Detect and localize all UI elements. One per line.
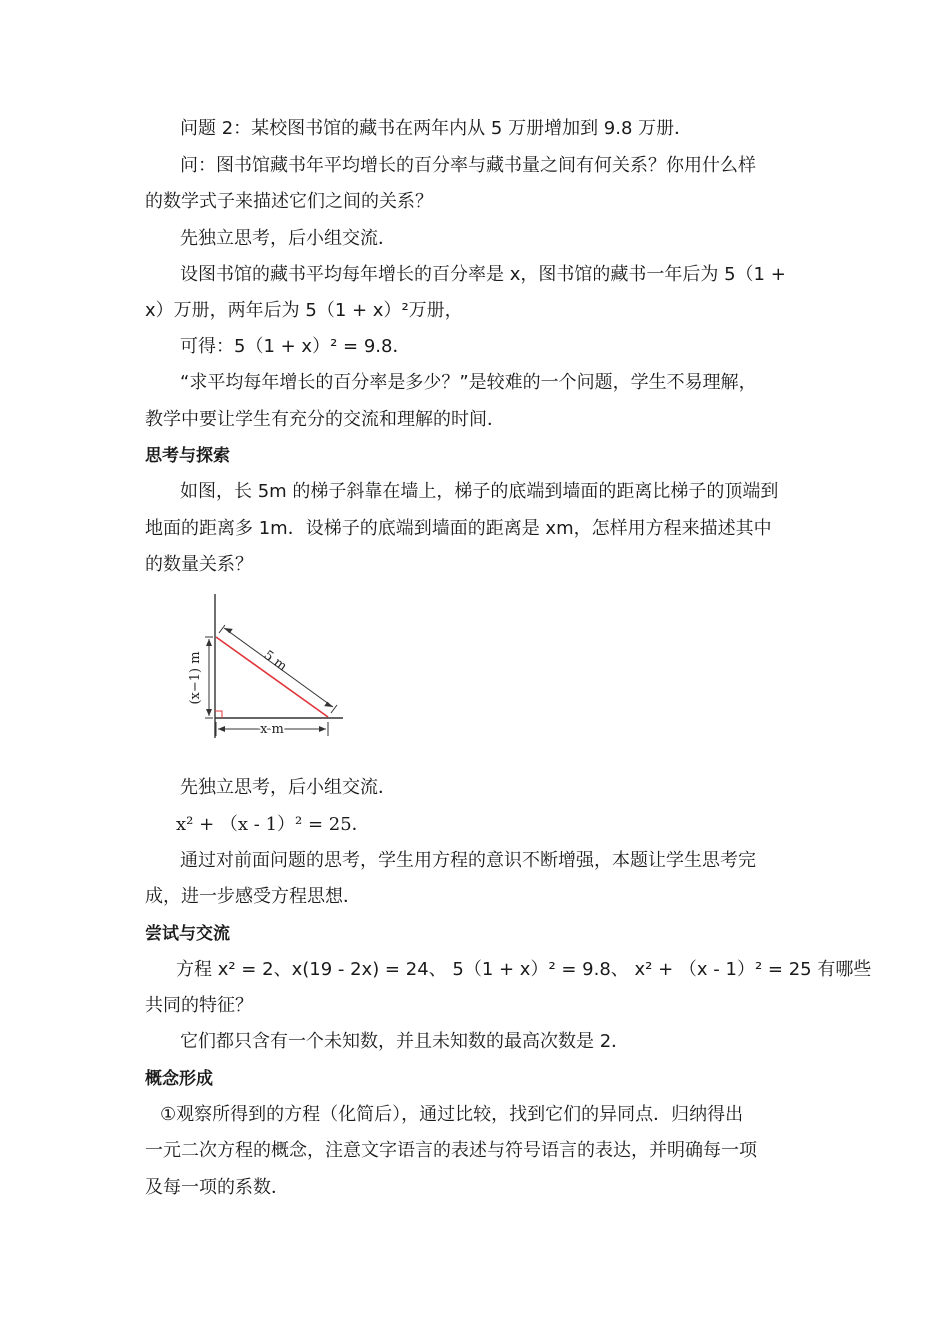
think-then-discuss-2: 先独立思考，后小组交流． [180, 777, 396, 798]
difficulty-note-line-2: 教学中要让学生有充分的交流和理解的时间． [145, 409, 505, 430]
base-label: x m [260, 722, 284, 737]
hypotenuse-label: 5 m [260, 647, 290, 675]
question-line-2: 的数学式子来描述它们之间的关系？ [145, 191, 433, 212]
section-heading-think-explore: 思考与探索 [145, 446, 230, 466]
common-feature-answer: 它们都只含有一个未知数，并且未知数的最高次数是 2． [180, 1031, 630, 1052]
concept-line-2: 一元二次方程的概念，注意文字语言的表述与符号语言的表达，并明确每一项 [145, 1140, 757, 1161]
think-then-discuss-1: 先独立思考，后小组交流． [180, 228, 396, 249]
problem-2-statement: 问题 2：某校图书馆的藏书在两年内从 5 万册增加到 9.8 万册． [180, 118, 693, 139]
concept-line-1: ①观察所得到的方程（化简后），通过比较，找到它们的异同点．归纳得出 [160, 1104, 744, 1125]
concept-line-3: 及每一项的系数． [145, 1177, 289, 1198]
question-line-1: 问：图书馆藏书年平均增长的百分率与藏书量之间有何关系？你用什么样 [180, 155, 756, 176]
equation-library: 可得：5（1 + x）² = 9.8． [180, 336, 411, 357]
ladder-figure [185, 590, 350, 742]
ladder-problem-line-2: 地面的距离多 1m．设梯子的底端到墙面的距离是 xm，怎样用方程来描述其中 [145, 518, 772, 539]
vertical-label: (x−1) m [188, 651, 203, 705]
difficulty-note-line-1: “求平均每年增长的百分率是多少？”是较难的一个问题，学生不易理解， [180, 372, 757, 393]
equation-ladder: x² + （x - 1）² = 25． [176, 814, 370, 835]
right-angle-mark [215, 711, 222, 718]
section-heading-try-exchange: 尝试与交流 [145, 924, 230, 944]
equations-comparison-line-2: 共同的特征？ [145, 995, 253, 1016]
equations-comparison-line-1: 方程 x² = 2、x(19 - 2x) = 24、 5（1 + x）² = 9.8、 x² + （x - 1）² = 25 有哪些 [176, 959, 872, 980]
setup-line-1: 设图书馆的藏书平均每年增长的百分率是 x，图书馆的藏书一年后为 5（1 + [180, 264, 786, 285]
ladder-problem-line-3: 的数量关系？ [145, 554, 253, 575]
section-heading-concept-formation: 概念形成 [145, 1069, 213, 1089]
setup-line-2: x）万册，两年后为 5（1 + x）²万册， [145, 300, 463, 321]
reflection-line-2: 成，进一步感受方程思想． [145, 886, 361, 907]
reflection-line-1: 通过对前面问题的思考，学生用方程的意识不断增强，本题让学生思考完 [180, 850, 756, 871]
ladder-problem-line-1: 如图，长 5m 的梯子斜靠在墙上，梯子的底端到墙面的距离比梯子的顶端到 [180, 481, 779, 502]
